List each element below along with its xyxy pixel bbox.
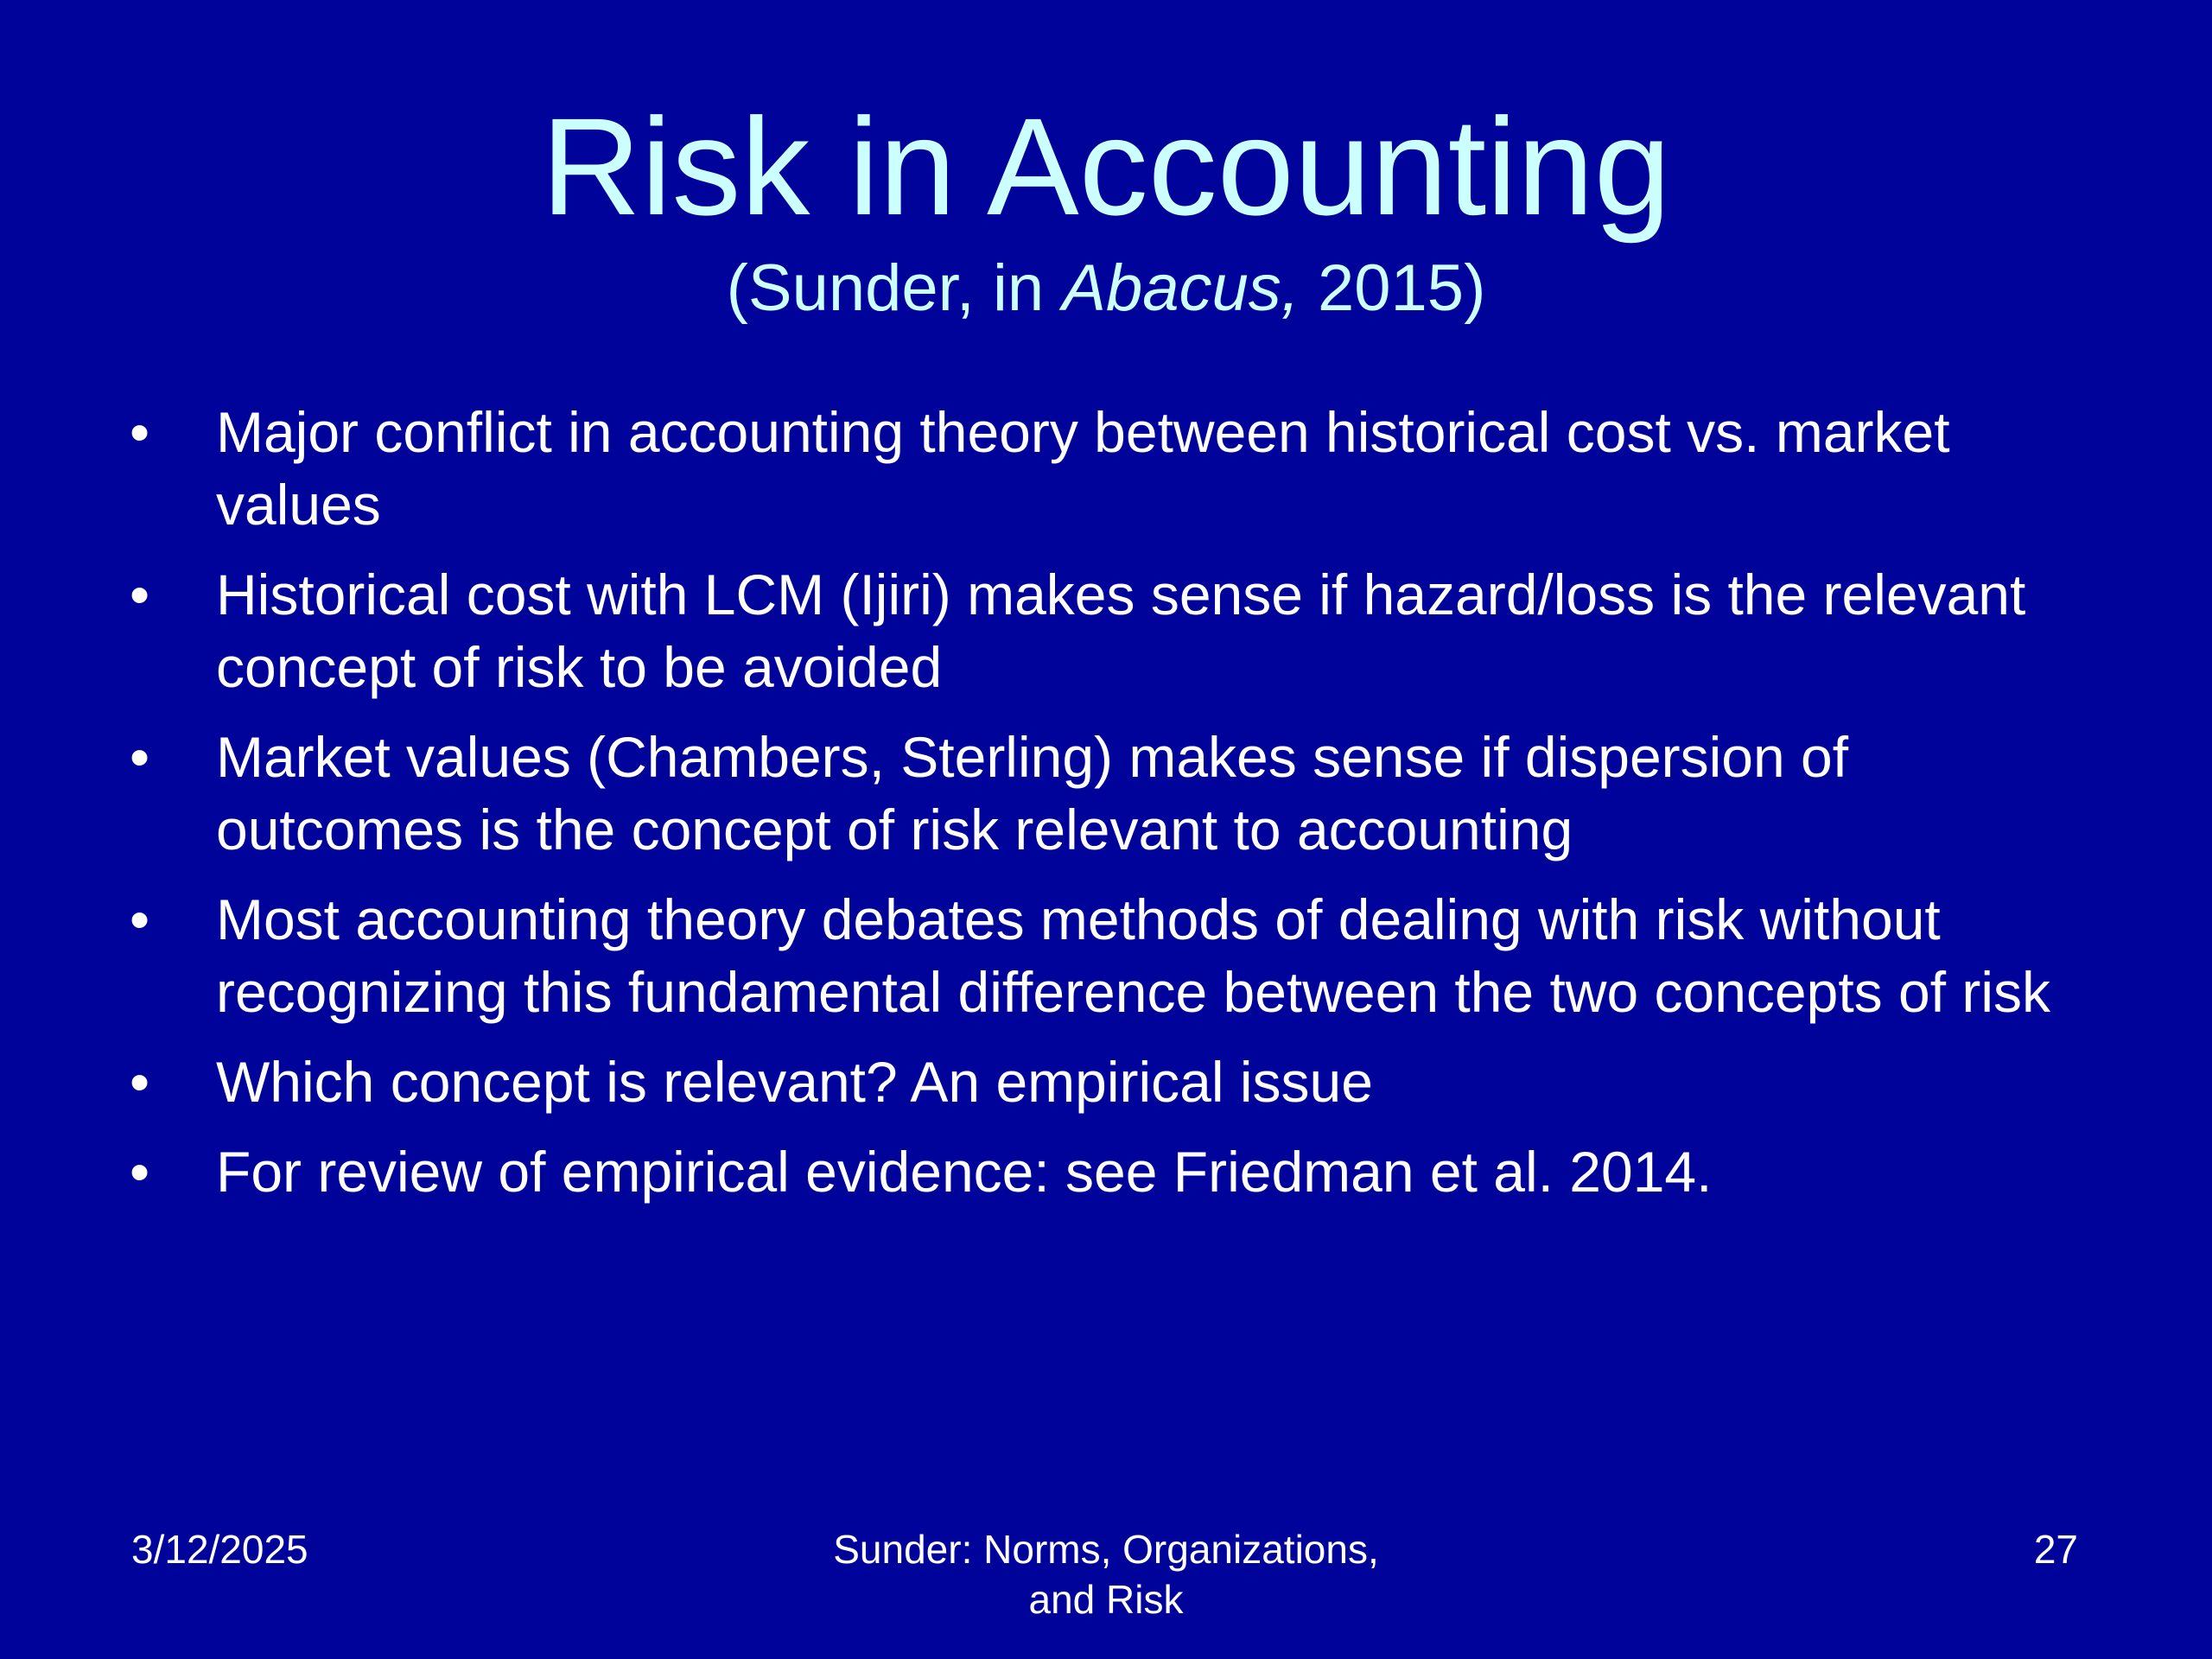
subtitle-prefix: (Sunder, in	[726, 251, 1063, 325]
bullet-item	[130, 721, 2100, 866]
bullet-item	[130, 1046, 2100, 1118]
bullet-item	[130, 1135, 2100, 1208]
page-number: 27	[2033, 1527, 2078, 1572]
bullet-text: Which concept is relevant? An empirical issue	[216, 1050, 1373, 1114]
bullet-text: Major conflict in accounting theory between historical cost vs. market values	[216, 400, 1950, 537]
bullet-item	[130, 396, 2100, 541]
bullet-icon: •	[130, 400, 150, 464]
footer-title-line2: and Risk	[1028, 1577, 1184, 1622]
bullet-icon: •	[130, 1050, 150, 1114]
subtitle-journal: Abacus,	[1062, 251, 1300, 325]
bullet-list	[130, 396, 2100, 1225]
footer-title	[760, 1524, 1452, 1624]
bullet-item	[130, 558, 2100, 703]
bullet-text: Most accounting theory debates methods of dealing with risk without recognizing this fundamental difference between the two concepts of risk	[216, 887, 2051, 1024]
bullet-text: For review of empirical evidence: see Friedman et al. 2014.	[216, 1140, 1713, 1204]
bullet-item	[130, 883, 2100, 1028]
bullet-icon: •	[130, 563, 150, 626]
bullet-text: Market values (Chambers, Sterling) makes sense if dispersion of outcomes is the concept of risk relevant to accounting	[216, 725, 1849, 861]
slide-title: Risk in Accounting	[541, 89, 1671, 244]
bullet-icon: •	[130, 1140, 150, 1204]
bullet-text: Historical cost with LCM (Ijiri) makes sense if hazard/loss is the relevant concept of risk to be avoided	[216, 563, 2026, 699]
bullet-icon: •	[130, 725, 150, 789]
footer-date: 3/12/2025	[131, 1527, 308, 1572]
bullet-icon: •	[130, 887, 150, 951]
slide-subtitle	[0, 247, 2212, 330]
footer-title-line1: Sunder: Norms, Organizations,	[833, 1527, 1379, 1572]
subtitle-suffix: 2015)	[1299, 251, 1486, 325]
